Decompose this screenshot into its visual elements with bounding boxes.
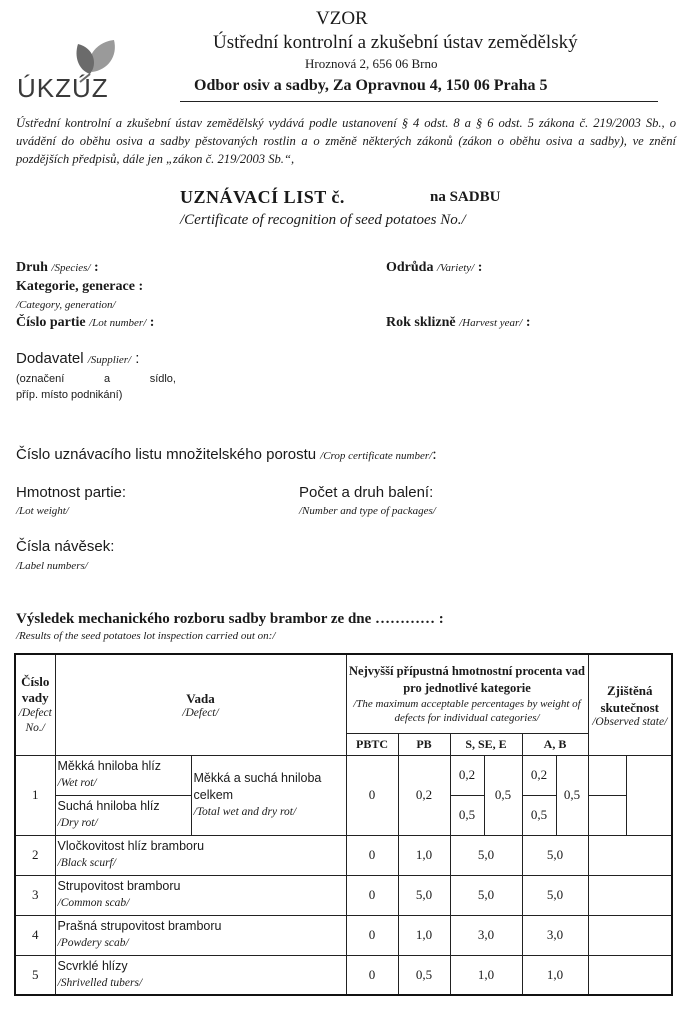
row1-a-dry: 0,5	[522, 795, 556, 835]
cat-a-b: A, B	[522, 733, 588, 755]
row-no: 2	[15, 835, 55, 875]
table-header-row	[15, 654, 672, 733]
header-defect: Vada /Defect/	[55, 654, 346, 755]
table-row	[15, 755, 672, 795]
row1-a-total: 0,5	[556, 755, 588, 835]
cat-pb: PB	[398, 733, 450, 755]
intro-paragraph: Ústřední kontrolní a zkušební ústav zemědělský vydává podle ustanovení § 4 odst. 8 a § 6 odst. 5 zákona č. 219/2003 Sb., o uvádění do oběhu osiva a sadby pěstovaných rostlin a o změně některých zákonů (zákon o oběhu osiva a sadby), ve znění pozdějších předpisů, dále jen „zákon č. 219/2003 Sb.“,	[16, 116, 676, 166]
row-s: 3,0	[450, 915, 522, 955]
field-label-numbers-en: /Label numbers/	[16, 560, 88, 572]
row-defect: Vločkovitost hlíz bramboru /Black scurf/	[55, 835, 346, 875]
row-pb: 5,0	[398, 875, 450, 915]
field-packages: Počet a druh balení:	[299, 484, 434, 501]
field-species: Druh /Species/ :	[16, 260, 99, 275]
row-pb: 0,5	[398, 955, 450, 995]
row-pbtc: 0	[346, 835, 398, 875]
field-category-en: /Category, generation/	[16, 299, 116, 311]
field-category: Kategorie, generace :	[16, 279, 144, 294]
table-row	[15, 915, 672, 955]
field-lot-weight: Hmotnost partie:	[16, 484, 127, 501]
row1-pbtc: 0	[346, 755, 398, 835]
row-observed[interactable]	[588, 835, 672, 875]
row-pbtc: 0	[346, 955, 398, 995]
row-defect: Scvrklé hlízy /Shrivelled tubers/	[55, 955, 346, 995]
field-lot-number: Číslo partie /Lot number/ :	[16, 315, 155, 330]
supplier-note: (označení a sídlo,	[16, 373, 176, 385]
field-supplier: Dodavatel /Supplier/ :	[16, 350, 140, 367]
header-defect-no: Číslo vady /Defect No./	[15, 654, 55, 755]
certificate-subtitle: /Certificate of recognition of seed potatoes No./	[180, 212, 466, 228]
header-divider	[180, 101, 658, 102]
row1-wet-rot: Měkká hniloba hlíz /Wet rot/	[55, 755, 191, 795]
row1-s-wet: 0,2	[450, 755, 484, 795]
results-title: Výsledek mechanického rozboru sadby brambor ze dne ………… :	[16, 611, 444, 627]
cat-pbtc: PBTC	[346, 733, 398, 755]
field-variety: Odrůda /Variety/ :	[386, 260, 483, 275]
row-s: 1,0	[450, 955, 522, 995]
row-s: 5,0	[450, 875, 522, 915]
sample-label: VZOR	[316, 8, 368, 29]
row1-total-rot: Měkká a suchá hniloba celkem /Total wet and dry rot/	[191, 755, 346, 835]
row-defect: Prašná strupovitost bramboru /Powdery scab/	[55, 915, 346, 955]
row-pb: 1,0	[398, 915, 450, 955]
row-pb: 1,0	[398, 835, 450, 875]
row-no: 5	[15, 955, 55, 995]
row1-dry-rot: Suchá hniloba hlíz /Dry rot/	[55, 795, 191, 835]
cat-s-se-e: S, SE, E	[450, 733, 522, 755]
field-packages-en: /Number and type of packages/	[299, 505, 436, 517]
row-a: 1,0	[522, 955, 588, 995]
certificate-suffix: na SADBU	[430, 189, 501, 205]
row-a: 3,0	[522, 915, 588, 955]
logo-text: ÚKZÚZ	[17, 73, 109, 103]
field-harvest-year: Rok sklizně /Harvest year/ :	[386, 315, 531, 330]
row1-observed-total[interactable]	[626, 755, 672, 835]
institute-name: Ústřední kontrolní a zkušební ústav zemědělský	[213, 32, 578, 53]
row-observed[interactable]	[588, 915, 672, 955]
row1-observed-wet[interactable]	[588, 755, 626, 795]
row-no: 3	[15, 875, 55, 915]
row-observed[interactable]	[588, 875, 672, 915]
row-no: 4	[15, 915, 55, 955]
table-row	[15, 955, 672, 995]
row-a: 5,0	[522, 835, 588, 875]
row-defect: Strupovitost bramboru /Common scab/	[55, 875, 346, 915]
row1-no: 1	[15, 755, 55, 835]
institute-address: Hroznová 2, 656 06 Brno	[305, 56, 438, 71]
row1-observed-dry[interactable]	[588, 795, 626, 835]
table-row	[15, 835, 672, 875]
defects-table	[14, 653, 673, 996]
header-max-percent: Nejvyšší přípustná hmotnostní procenta vad pro jednotlivé kategorie /The maximum acceptable percentages by weight of defects for individual categories/	[346, 654, 588, 733]
field-lot-weight-en: /Lot weight/	[16, 505, 69, 517]
row-pbtc: 0	[346, 875, 398, 915]
row1-s-dry: 0,5	[450, 795, 484, 835]
field-label-numbers: Čísla návěsek:	[16, 538, 115, 555]
row1-s-total: 0,5	[484, 755, 522, 835]
supplier-note-2: příp. místo podnikání)	[16, 389, 123, 401]
row1-pb: 0,2	[398, 755, 450, 835]
row-pbtc: 0	[346, 915, 398, 955]
table-row	[15, 875, 672, 915]
header-observed: Zjištěná skutečnost /Observed state/	[588, 654, 672, 755]
row-a: 5,0	[522, 875, 588, 915]
field-crop-certificate: Číslo uznávacího listu množitelského porostu /Crop certificate number/:	[16, 446, 437, 463]
row-observed[interactable]	[588, 955, 672, 995]
row1-a-wet: 0,2	[522, 755, 556, 795]
certificate-title: UZNÁVACÍ LIST č.	[180, 187, 345, 207]
row-s: 5,0	[450, 835, 522, 875]
results-subtitle: /Results of the seed potatoes lot inspection carried out on:/	[16, 630, 276, 642]
department-address: Odbor osiv a sadby, Za Opravnou 4, 150 06 Praha 5	[194, 77, 548, 94]
